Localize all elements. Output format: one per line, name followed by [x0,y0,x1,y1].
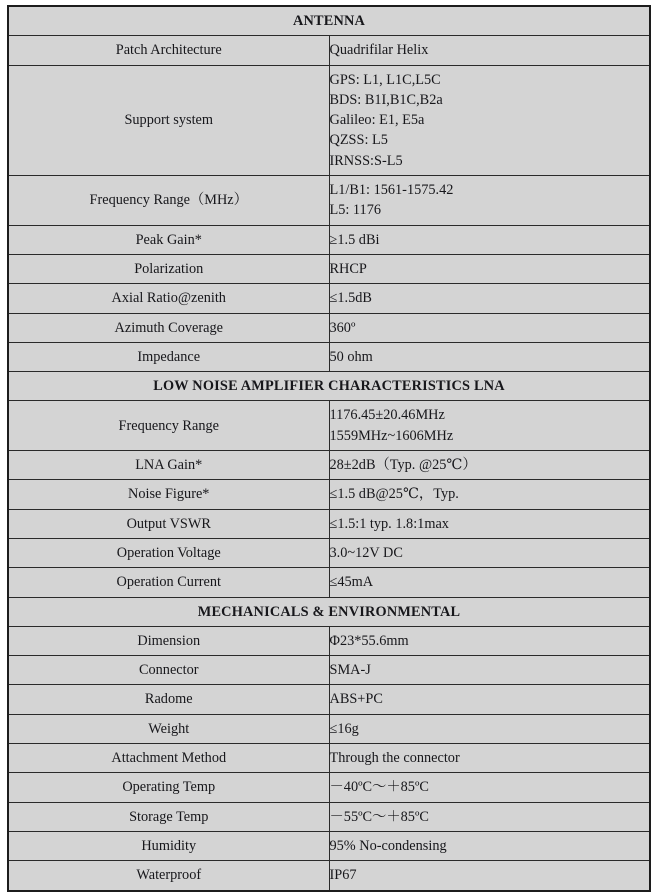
spec-label: Frequency Range（MHz） [8,176,329,226]
spec-row [8,744,650,773]
spec-label: Radome [8,685,329,714]
spec-label: Humidity [8,831,329,860]
spec-row [8,568,650,597]
spec-row [8,509,650,538]
spec-label: Support system [8,65,329,175]
spec-label: Dimension [8,626,329,655]
spec-value: ≤1.5:1 typ. 1.8:1max [329,509,650,538]
spec-label: Output VSWR [8,509,329,538]
spec-row [8,451,650,480]
spec-row [8,284,650,313]
spec-row [8,831,650,860]
spec-value-line: 1559MHz~1606MHz [329,427,454,444]
spec-row [8,65,650,175]
spec-value: RHCP [329,254,650,283]
spec-label: Polarization [8,254,329,283]
spec-label: Weight [8,714,329,743]
spec-row [8,176,650,226]
spec-label: Impedance [8,342,329,371]
spec-value: 360º [329,313,650,342]
spec-label: Patch Architecture [8,36,329,65]
section-header-row [8,6,650,36]
spec-row [8,685,650,714]
spec-label: Attachment Method [8,744,329,773]
spec-label: Operation Voltage [8,538,329,567]
spec-value: 50 ohm [329,342,650,371]
spec-value-lines [330,70,650,171]
spec-value-line: QZSS: L5 [329,132,388,149]
specification-table [7,5,651,892]
spec-row [8,254,650,283]
spec-value: 28±2dB（Typ. @25℃） [329,451,650,480]
spec-value-line: 1176.45±20.46MHz [329,407,445,424]
spec-value: 3.0~12V DC [329,538,650,567]
spec-label: LNA Gain* [8,451,329,480]
specification-table-body [8,6,650,891]
spec-value: ≤1.5 dB@25℃，Typ. [329,480,650,509]
spec-label: Connector [8,656,329,685]
spec-value: SMA-J [329,656,650,685]
section-title-lna: LOW NOISE AMPLIFIER CHARACTERISTICS LNA [8,372,650,401]
spec-value-line: GPS: L1, L1C,L5C [329,71,441,88]
spec-value [329,176,650,226]
spec-row [8,313,650,342]
spec-row [8,656,650,685]
spec-value: ≤45mA [329,568,650,597]
spec-label: Frequency Range [8,401,329,451]
spec-label: Noise Figure* [8,480,329,509]
spec-value: ABS+PC [329,685,650,714]
spec-label: Azimuth Coverage [8,313,329,342]
section-header-row [8,372,650,401]
section-title-mechanicals: MECHANICALS & ENVIRONMENTAL [8,597,650,626]
spec-value: Φ23*55.6mm [329,626,650,655]
spec-value: ≤1.5dB [329,284,650,313]
spec-value: Through the connector [329,744,650,773]
section-header-row [8,597,650,626]
spec-value: IP67 [329,861,650,891]
spec-row [8,773,650,802]
spec-value-line: L5: 1176 [329,202,381,219]
spec-value-line: IRNSS:S-L5 [329,152,403,169]
spec-value: －40ºC～＋85ºC [329,773,650,802]
spec-row [8,225,650,254]
spec-row [8,342,650,371]
spec-row [8,36,650,65]
spec-label: Waterproof [8,861,329,891]
spec-label: Storage Temp [8,802,329,831]
spec-row [8,802,650,831]
spec-value-lines [330,405,650,446]
spec-value [329,401,650,451]
spec-value-line: L1/B1: 1561-1575.42 [329,182,454,199]
spec-label: Peak Gain* [8,225,329,254]
spec-value: 95% No-condensing [329,831,650,860]
spec-label: Operation Current [8,568,329,597]
spec-row [8,861,650,891]
spec-row [8,401,650,451]
spec-label: Operating Temp [8,773,329,802]
spec-row [8,538,650,567]
spec-row [8,714,650,743]
spec-value [329,65,650,175]
spec-value-lines [330,180,650,221]
spec-value: ≤16g [329,714,650,743]
spec-value-line: BDS: B1I,B1C,B2a [329,91,443,108]
spec-value: －55ºC～＋85ºC [329,802,650,831]
spec-value-line: Galileo: E1, E5a [329,112,425,129]
spec-value: Quadrifilar Helix [329,36,650,65]
spec-row [8,480,650,509]
spec-row [8,626,650,655]
section-title-antenna: ANTENNA [8,6,650,36]
spec-value: ≥1.5 dBi [329,225,650,254]
spec-label: Axial Ratio@zenith [8,284,329,313]
